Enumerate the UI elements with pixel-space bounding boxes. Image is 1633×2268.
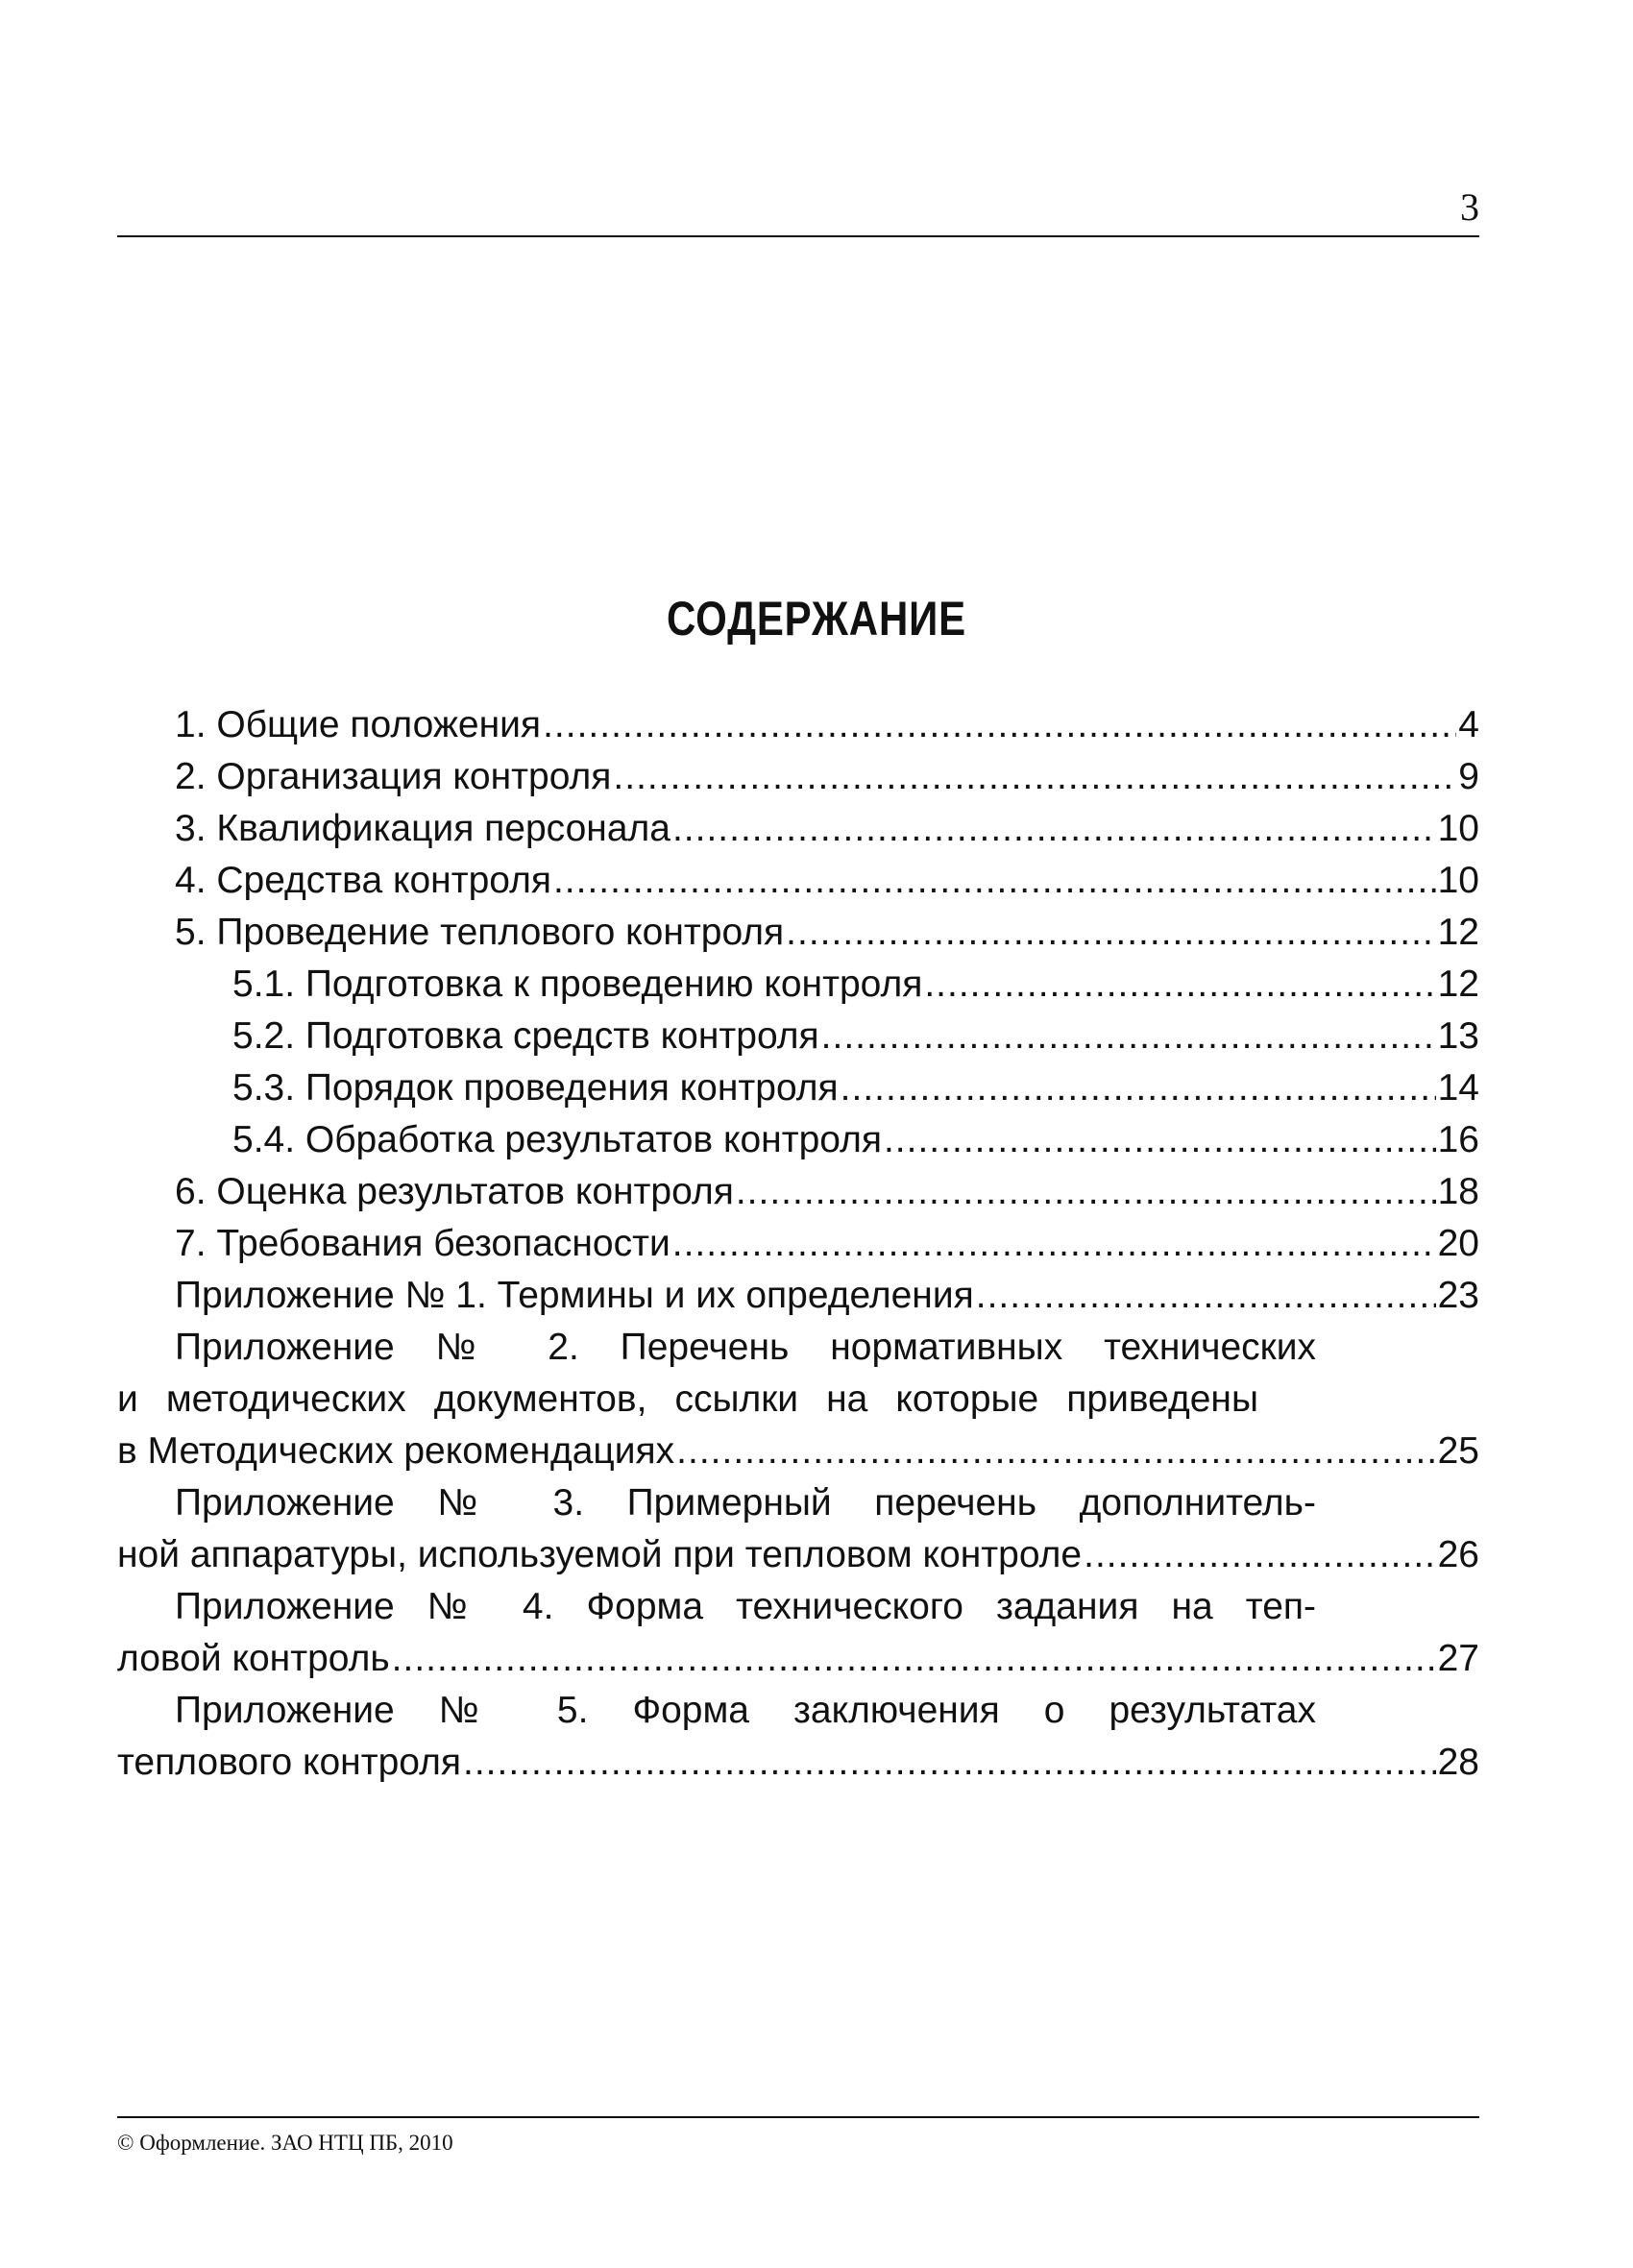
toc-entry-title: 5.2. Подготовка средств контроля bbox=[232, 1015, 819, 1057]
toc-page-number: 27 bbox=[1437, 1638, 1479, 1679]
dot-leader bbox=[672, 803, 1436, 855]
page-title: СОДЕРЖАНИЕ bbox=[666, 592, 967, 646]
toc-entry-title: 3. Квалификация персонала bbox=[175, 808, 670, 849]
toc-entry-line: Приложение № 2. Перечень нормативных технических bbox=[175, 1327, 1316, 1368]
toc-page-number: 13 bbox=[1437, 1015, 1479, 1057]
toc-appendix-entry[interactable] bbox=[117, 1322, 1479, 1477]
toc-entry-title: 5. Проведение теплового контроля bbox=[175, 912, 785, 953]
dot-leader bbox=[676, 1426, 1435, 1477]
toc-entry-title: в Методических рекомендациях bbox=[117, 1430, 675, 1472]
toc-entry-line: Приложение № 5. Форма заключения о результатах bbox=[175, 1690, 1316, 1731]
toc-entry-title: 5.1. Подготовка к проведению контроля bbox=[232, 963, 923, 1005]
toc-entry-title: 2. Организация контроля bbox=[175, 756, 612, 797]
toc-entry-title: ной аппаратуры, используемой при тепловом контроле bbox=[117, 1534, 1083, 1575]
toc-entry[interactable] bbox=[117, 751, 1479, 803]
dot-leader bbox=[884, 1114, 1436, 1166]
page-number: 3 bbox=[1460, 185, 1479, 229]
toc-subentry[interactable] bbox=[117, 1062, 1479, 1114]
toc-subentry[interactable] bbox=[117, 1011, 1479, 1062]
table-of-contents bbox=[117, 699, 1479, 1789]
dot-leader bbox=[463, 1737, 1436, 1789]
toc-page-number: 4 bbox=[1458, 704, 1479, 745]
dot-leader bbox=[841, 1062, 1436, 1114]
toc-page-number: 18 bbox=[1437, 1171, 1479, 1212]
toc-appendix-entry[interactable] bbox=[117, 1270, 1479, 1322]
toc-entry[interactable] bbox=[117, 1166, 1479, 1218]
dot-leader bbox=[553, 855, 1436, 907]
toc-entry-line: Приложение № 3. Примерный перечень дополнитель- bbox=[175, 1482, 1316, 1524]
toc-appendix-entry[interactable] bbox=[117, 1477, 1479, 1581]
footer-rule bbox=[117, 2116, 1479, 2118]
dot-leader bbox=[392, 1633, 1436, 1685]
toc-entry[interactable] bbox=[117, 855, 1479, 907]
toc-page-number: 20 bbox=[1437, 1223, 1479, 1264]
toc-page-number: 10 bbox=[1437, 808, 1479, 849]
toc-page-number: 9 bbox=[1458, 756, 1479, 797]
toc-entry[interactable] bbox=[117, 907, 1479, 959]
toc-entry-title: Приложение № 1. Термины и их определения bbox=[175, 1275, 974, 1316]
toc-page-number: 28 bbox=[1437, 1742, 1479, 1783]
toc-entry-title: 4. Средства контроля bbox=[175, 860, 551, 901]
toc-entry-title: ловой контроль bbox=[117, 1638, 390, 1679]
toc-entry-line: Приложение № 4. Форма технического задания на теп- bbox=[175, 1586, 1316, 1627]
dot-leader bbox=[976, 1270, 1436, 1322]
toc-entry[interactable] bbox=[117, 803, 1479, 855]
dot-leader bbox=[672, 1218, 1436, 1270]
toc-subentry[interactable] bbox=[117, 1114, 1479, 1166]
dot-leader bbox=[924, 959, 1435, 1011]
toc-page-number: 26 bbox=[1437, 1534, 1479, 1575]
toc-appendix-entry[interactable] bbox=[117, 1685, 1479, 1789]
toc-page-number: 14 bbox=[1437, 1067, 1479, 1109]
toc-entry-title: 6. Оценка результатов контроля bbox=[175, 1171, 734, 1212]
toc-entry-title: 5.3. Порядок проведения контроля bbox=[232, 1067, 839, 1109]
copyright-notice: © Оформление. ЗАО НТЦ ПБ, 2010 bbox=[117, 2131, 453, 2155]
dot-leader bbox=[821, 1011, 1436, 1062]
dot-leader bbox=[543, 699, 1456, 751]
header-rule bbox=[117, 235, 1479, 237]
toc-entry-title: 7. Требования безопасности bbox=[175, 1223, 670, 1264]
dot-leader bbox=[1084, 1529, 1436, 1581]
dot-leader bbox=[736, 1166, 1436, 1218]
toc-subentry[interactable] bbox=[117, 959, 1479, 1011]
toc-entry-title: 1. Общие положения bbox=[175, 704, 542, 745]
toc-page-number: 23 bbox=[1437, 1275, 1479, 1316]
toc-page-number: 12 bbox=[1437, 963, 1479, 1005]
toc-entry-line: и методических документов, ссылки на которые приведены bbox=[117, 1378, 1258, 1420]
toc-page-number: 10 bbox=[1437, 860, 1479, 901]
toc-page-number: 16 bbox=[1437, 1119, 1479, 1160]
dot-leader bbox=[613, 751, 1456, 803]
toc-page-number: 12 bbox=[1437, 912, 1479, 953]
toc-page-number: 25 bbox=[1437, 1430, 1479, 1472]
toc-entry-title: 5.4. Обработка результатов контроля bbox=[232, 1119, 882, 1160]
toc-entry[interactable] bbox=[117, 1218, 1479, 1270]
dot-leader bbox=[786, 907, 1435, 959]
toc-entry-title: теплового контроля bbox=[117, 1742, 461, 1783]
toc-entry[interactable] bbox=[117, 699, 1479, 751]
toc-appendix-entry[interactable] bbox=[117, 1581, 1479, 1685]
